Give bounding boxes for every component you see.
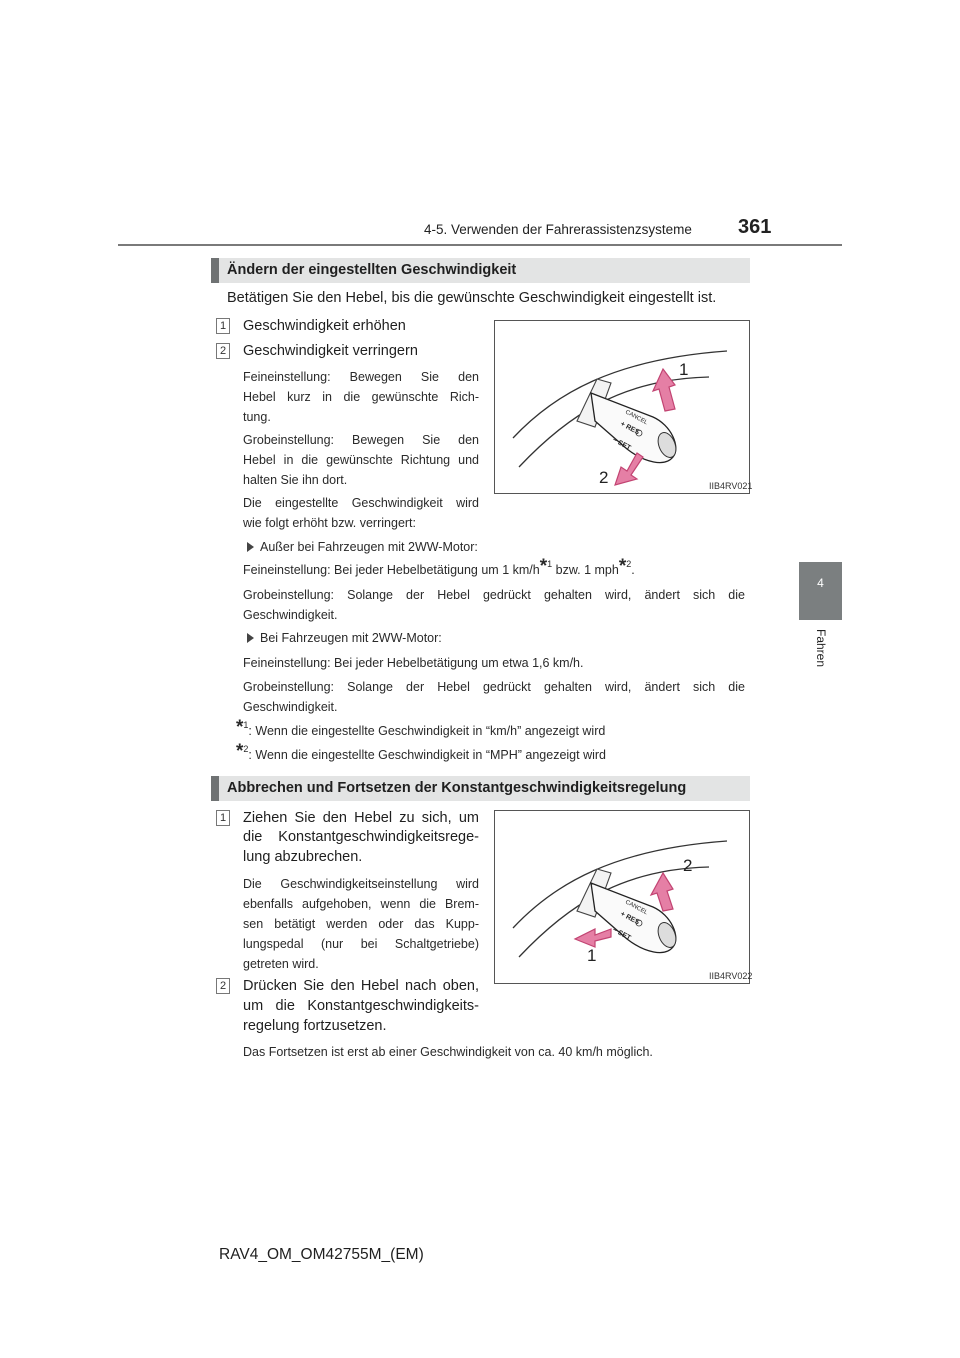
callout-1: 1 <box>679 360 689 379</box>
cancel-note-text: lungspedal (nur bei Schaltgetriebe) <box>243 937 479 951</box>
callout-2: 2 <box>599 468 609 487</box>
step-number: 1 <box>216 318 230 334</box>
case1-coarse-text: Grobeinstellung: Solange der Hebel gedrückt gehalten wird, ändert sich die <box>243 588 745 602</box>
cancel-note-text: getreten wird. <box>243 957 319 971</box>
case2-coarse-text: Geschwindigkeit. <box>243 700 338 714</box>
step-cancel-text: die Konstantgeschwindigkeitsrege- <box>243 829 479 845</box>
arrow-up-icon <box>653 369 675 411</box>
arrow-up-icon <box>651 873 673 911</box>
step-decrease-speed: Geschwindigkeit verringern <box>243 343 418 359</box>
fine-adjust-text: Feineinstellung: Bewegen Sie den <box>243 370 479 384</box>
result-text: Die eingestellte Geschwindigkeit wird <box>243 496 479 510</box>
svg-text:+ RES: + RES <box>619 420 641 437</box>
step-number: 1 <box>216 810 230 826</box>
section-title: Ändern der eingestellten Geschwindigkeit <box>227 262 517 278</box>
svg-text:+ RES: + RES <box>619 910 641 927</box>
step-cancel-text: Ziehen Sie den Hebel zu sich, um <box>243 810 479 826</box>
triangle-bullet-icon <box>247 633 254 643</box>
running-header: 4-5. Verwenden der Fahrerassistenzsysteme <box>424 222 692 237</box>
step-resume-text: um die Konstantgeschwindigkeits- <box>243 998 479 1014</box>
callout-2: 2 <box>683 856 693 875</box>
step-number: 2 <box>216 978 230 994</box>
step-cancel-text: lung abzubrechen. <box>243 849 363 865</box>
cancel-note-text: ebenfalls aufgehoben, wenn die Brem- <box>243 897 479 911</box>
svg-text:− SET: − SET <box>611 926 632 942</box>
chapter-tab: 4 <box>799 562 842 620</box>
arrow-toward-driver-icon <box>575 929 611 947</box>
cancel-note-text: sen betätigt werden oder das Kupp- <box>243 917 479 931</box>
triangle-bullet-icon <box>247 542 254 552</box>
coarse-adjust-text: halten Sie ihn dort. <box>243 473 348 487</box>
header-rule <box>118 244 842 246</box>
callout-1: 1 <box>587 946 597 965</box>
fine-adjust-text: Hebel kurz in die gewünschte Rich- <box>243 390 479 404</box>
svg-text:CANCEL: CANCEL <box>624 409 649 427</box>
case2-coarse-text: Grobeinstellung: Solange der Hebel gedrückt gehalten wird, ändert sich die <box>243 680 745 694</box>
coarse-adjust-text: Hebel in die gewünschte Richtung und <box>243 453 479 467</box>
case1-fine-text: Feineinstellung: Bei jeder Hebelbetätigung um 1 km/h*$^1$ bzw. 1 mph*$^2$. <box>243 555 635 577</box>
section-heading-cancel-resume <box>211 776 750 801</box>
figure-lever-adjust <box>494 320 753 494</box>
svg-text:CANCEL: CANCEL <box>624 899 649 917</box>
step-increase-speed: Geschwindigkeit erhöhen <box>243 318 406 334</box>
arrow-down-icon <box>615 453 643 485</box>
figure-code: IIB4RV022 <box>709 971 753 981</box>
svg-text:− SET: − SET <box>611 436 632 452</box>
fine-adjust-text: tung. <box>243 410 271 424</box>
case-heading: Bei Fahrzeugen mit 2WW-Motor: <box>247 631 442 645</box>
coarse-adjust-text: Grobeinstellung: Bewegen Sie den <box>243 433 479 447</box>
figure-code: IIB4RV021 <box>709 481 753 491</box>
case2-fine-text: Feineinstellung: Bei jeder Hebelbetätigung um etwa 1,6 km/h. <box>243 656 584 670</box>
section-heading-change-speed <box>211 258 750 283</box>
document-id: RAV4_OM_OM42755M_(EM) <box>219 1246 424 1263</box>
cancel-note-text: Die Geschwindigkeitseinstellung wird <box>243 877 479 891</box>
case1-coarse-text: Geschwindigkeit. <box>243 608 338 622</box>
intro-text: Betätigen Sie den Hebel, bis die gewünschte Geschwindigkeit eingestellt ist. <box>227 290 717 306</box>
resume-note-text: Das Fortsetzen ist erst ab einer Geschwindigkeit von ca. 40 km/h möglich. <box>243 1045 653 1059</box>
figure-lever-cancel-resume <box>494 810 753 984</box>
section-marker <box>211 258 219 283</box>
lever-illustration <box>495 321 749 493</box>
case-heading: Außer bei Fahrzeugen mit 2WW-Motor: <box>247 540 478 554</box>
chapter-label: Fahren <box>814 628 828 668</box>
lever-illustration <box>495 811 749 983</box>
step-resume-text: Drücken Sie den Hebel nach oben, <box>243 978 479 994</box>
step-resume-text: regelung fortzusetzen. <box>243 1018 387 1034</box>
footnote-1: *$^1$: Wenn die eingestellte Geschwindigkeit in “km/h” angezeigt wird <box>236 716 606 738</box>
section-title: Abbrechen und Fortsetzen der Konstantgeschwindigkeitsregelung <box>227 780 687 796</box>
page-number: 361 <box>738 216 772 238</box>
footnote-2: *$^2$: Wenn die eingestellte Geschwindigkeit in “MPH” angezeigt wird <box>236 740 607 762</box>
result-text: wie folgt erhöht bzw. verringert: <box>243 516 416 530</box>
section-marker <box>211 776 219 801</box>
step-number: 2 <box>216 343 230 359</box>
